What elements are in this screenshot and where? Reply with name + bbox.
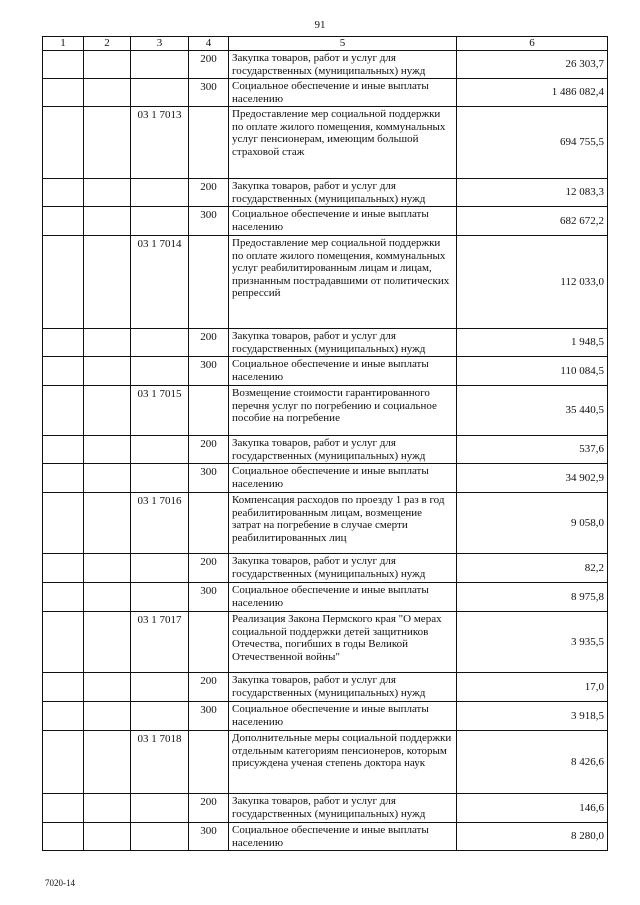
header-cell: 4 [189,37,229,51]
target-article-code [131,51,189,79]
item-description: Компенсация расходов по проезду 1 раз в год реабилитированным лицам, возмещение затрат на погребение в случае смерти реабилитированных лиц [229,493,457,554]
empty-cell [43,823,84,851]
item-description: Закупка товаров, работ и услуг для государственных (муниципальных) нужд [229,51,457,79]
empty-cell [84,236,131,329]
expense-type-code: 200 [189,436,229,464]
item-description: Социальное обеспечение и иные выплаты населению [229,79,457,107]
header-cell: 3 [131,37,189,51]
expense-type-code: 200 [189,673,229,702]
expense-type-code [189,493,229,554]
amount-value: 112 033,0 [457,236,608,329]
amount-value: 12 083,3 [457,179,608,207]
empty-cell [84,583,131,612]
empty-cell [84,357,131,386]
table-row [43,673,608,702]
amount-value: 537,6 [457,436,608,464]
item-description: Закупка товаров, работ и услуг для государственных (муниципальных) нужд [229,329,457,357]
target-article-code: 03 1 7017 [131,612,189,673]
table-row [43,702,608,731]
empty-cell [84,794,131,823]
table-row [43,51,608,79]
target-article-code [131,464,189,493]
item-description: Социальное обеспечение и иные выплаты населению [229,823,457,851]
amount-value: 8 426,6 [457,731,608,794]
item-description: Социальное обеспечение и иные выплаты населению [229,702,457,731]
item-description: Социальное обеспечение и иные выплаты населению [229,464,457,493]
target-article-code [131,673,189,702]
item-description: Закупка товаров, работ и услуг для государственных (муниципальных) нужд [229,179,457,207]
amount-value: 8 280,0 [457,823,608,851]
table-row [43,386,608,436]
table-row [43,493,608,554]
target-article-code [131,179,189,207]
amount-value: 3 935,5 [457,612,608,673]
table-row [43,107,608,179]
table-row [43,583,608,612]
header-cell: 6 [457,37,608,51]
empty-cell [43,702,84,731]
empty-cell [43,493,84,554]
item-description: Предоставление мер социальной поддержки по оплате жилого помещения, коммунальных услуг пенсионерам, имеющим большой страховой стаж [229,107,457,179]
empty-cell [84,464,131,493]
empty-cell [84,329,131,357]
expense-type-code: 300 [189,583,229,612]
expense-type-code: 200 [189,554,229,583]
item-description: Реализация Закона Пермского края "О мерах социальной поддержки детей защитников Отечества, погибших в годы Великой Отечественной войны" [229,612,457,673]
amount-value: 694 755,5 [457,107,608,179]
amount-value: 146,6 [457,794,608,823]
empty-cell [43,329,84,357]
amount-value: 9 058,0 [457,493,608,554]
target-article-code: 03 1 7018 [131,731,189,794]
target-article-code [131,583,189,612]
target-article-code [131,702,189,731]
item-description: Социальное обеспечение и иные выплаты населению [229,207,457,236]
empty-cell [43,583,84,612]
table-row [43,207,608,236]
amount-value: 34 902,9 [457,464,608,493]
table-row [43,823,608,851]
empty-cell [43,79,84,107]
empty-cell [43,794,84,823]
empty-cell [43,731,84,794]
empty-cell [43,357,84,386]
table-row [43,236,608,329]
header-cell: 2 [84,37,131,51]
target-article-code [131,436,189,464]
table-row [43,794,608,823]
amount-value: 26 303,7 [457,51,608,79]
empty-cell [84,51,131,79]
empty-cell [84,207,131,236]
empty-cell [43,464,84,493]
expense-type-code: 200 [189,794,229,823]
expense-type-code [189,731,229,794]
target-article-code [131,79,189,107]
target-article-code [131,823,189,851]
item-description: Закупка товаров, работ и услуг для государственных (муниципальных) нужд [229,794,457,823]
target-article-code: 03 1 7016 [131,493,189,554]
item-description: Предоставление мер социальной поддержки по оплате жилого помещения, коммунальных услуг реабилитированным лицам и лицам, признанным пострадавшими от политических репрессий [229,236,457,329]
empty-cell [84,386,131,436]
empty-cell [43,612,84,673]
document-code: 7020-14 [45,878,75,888]
empty-cell [84,823,131,851]
page-number: 91 [314,19,326,31]
target-article-code [131,329,189,357]
target-article-code [131,794,189,823]
item-description: Закупка товаров, работ и услуг для государственных (муниципальных) нужд [229,554,457,583]
item-description: Социальное обеспечение и иные выплаты населению [229,357,457,386]
empty-cell [43,207,84,236]
amount-value: 1 486 082,4 [457,79,608,107]
amount-value: 1 948,5 [457,329,608,357]
expense-type-code: 200 [189,51,229,79]
empty-cell [84,107,131,179]
target-article-code: 03 1 7015 [131,386,189,436]
table-row [43,554,608,583]
header-cell: 5 [229,37,457,51]
empty-cell [84,554,131,583]
expense-type-code: 200 [189,329,229,357]
expense-type-code [189,107,229,179]
empty-cell [43,554,84,583]
empty-cell [43,179,84,207]
target-article-code [131,207,189,236]
empty-cell [43,386,84,436]
expense-type-code: 300 [189,207,229,236]
expense-type-code: 300 [189,357,229,386]
empty-cell [43,436,84,464]
table-row [43,357,608,386]
empty-cell [84,493,131,554]
amount-value: 35 440,5 [457,386,608,436]
empty-cell [43,236,84,329]
expense-type-code: 200 [189,179,229,207]
empty-cell [84,731,131,794]
empty-cell [84,673,131,702]
item-description: Закупка товаров, работ и услуг для государственных (муниципальных) нужд [229,436,457,464]
amount-value: 110 084,5 [457,357,608,386]
item-description: Дополнительные меры социальной поддержки отдельным категориям пенсионеров, которым присуждена ученая степень доктора наук [229,731,457,794]
expense-type-code: 300 [189,464,229,493]
header-row [43,37,608,51]
target-article-code: 03 1 7014 [131,236,189,329]
amount-value: 82,2 [457,554,608,583]
table-row [43,612,608,673]
empty-cell [84,612,131,673]
empty-cell [84,79,131,107]
amount-value: 17,0 [457,673,608,702]
item-description: Социальное обеспечение и иные выплаты населению [229,583,457,612]
empty-cell [84,702,131,731]
empty-cell [43,673,84,702]
expense-type-code: 300 [189,79,229,107]
amount-value: 682 672,2 [457,207,608,236]
expense-type-code [189,386,229,436]
empty-cell [84,179,131,207]
expense-type-code: 300 [189,702,229,731]
table-row [43,179,608,207]
target-article-code: 03 1 7013 [131,107,189,179]
table-row [43,329,608,357]
budget-table [42,36,608,851]
target-article-code [131,357,189,386]
table-row [43,464,608,493]
empty-cell [43,51,84,79]
item-description: Закупка товаров, работ и услуг для государственных (муниципальных) нужд [229,673,457,702]
table-row [43,436,608,464]
header-cell: 1 [43,37,84,51]
target-article-code [131,554,189,583]
expense-type-code [189,236,229,329]
empty-cell [43,107,84,179]
item-description: Возмещение стоимости гарантированного перечня услуг по погребению и социальное пособие на погребение [229,386,457,436]
amount-value: 8 975,8 [457,583,608,612]
table-row [43,731,608,794]
table-row [43,79,608,107]
expense-type-code [189,612,229,673]
empty-cell [84,436,131,464]
expense-type-code: 300 [189,823,229,851]
amount-value: 3 918,5 [457,702,608,731]
